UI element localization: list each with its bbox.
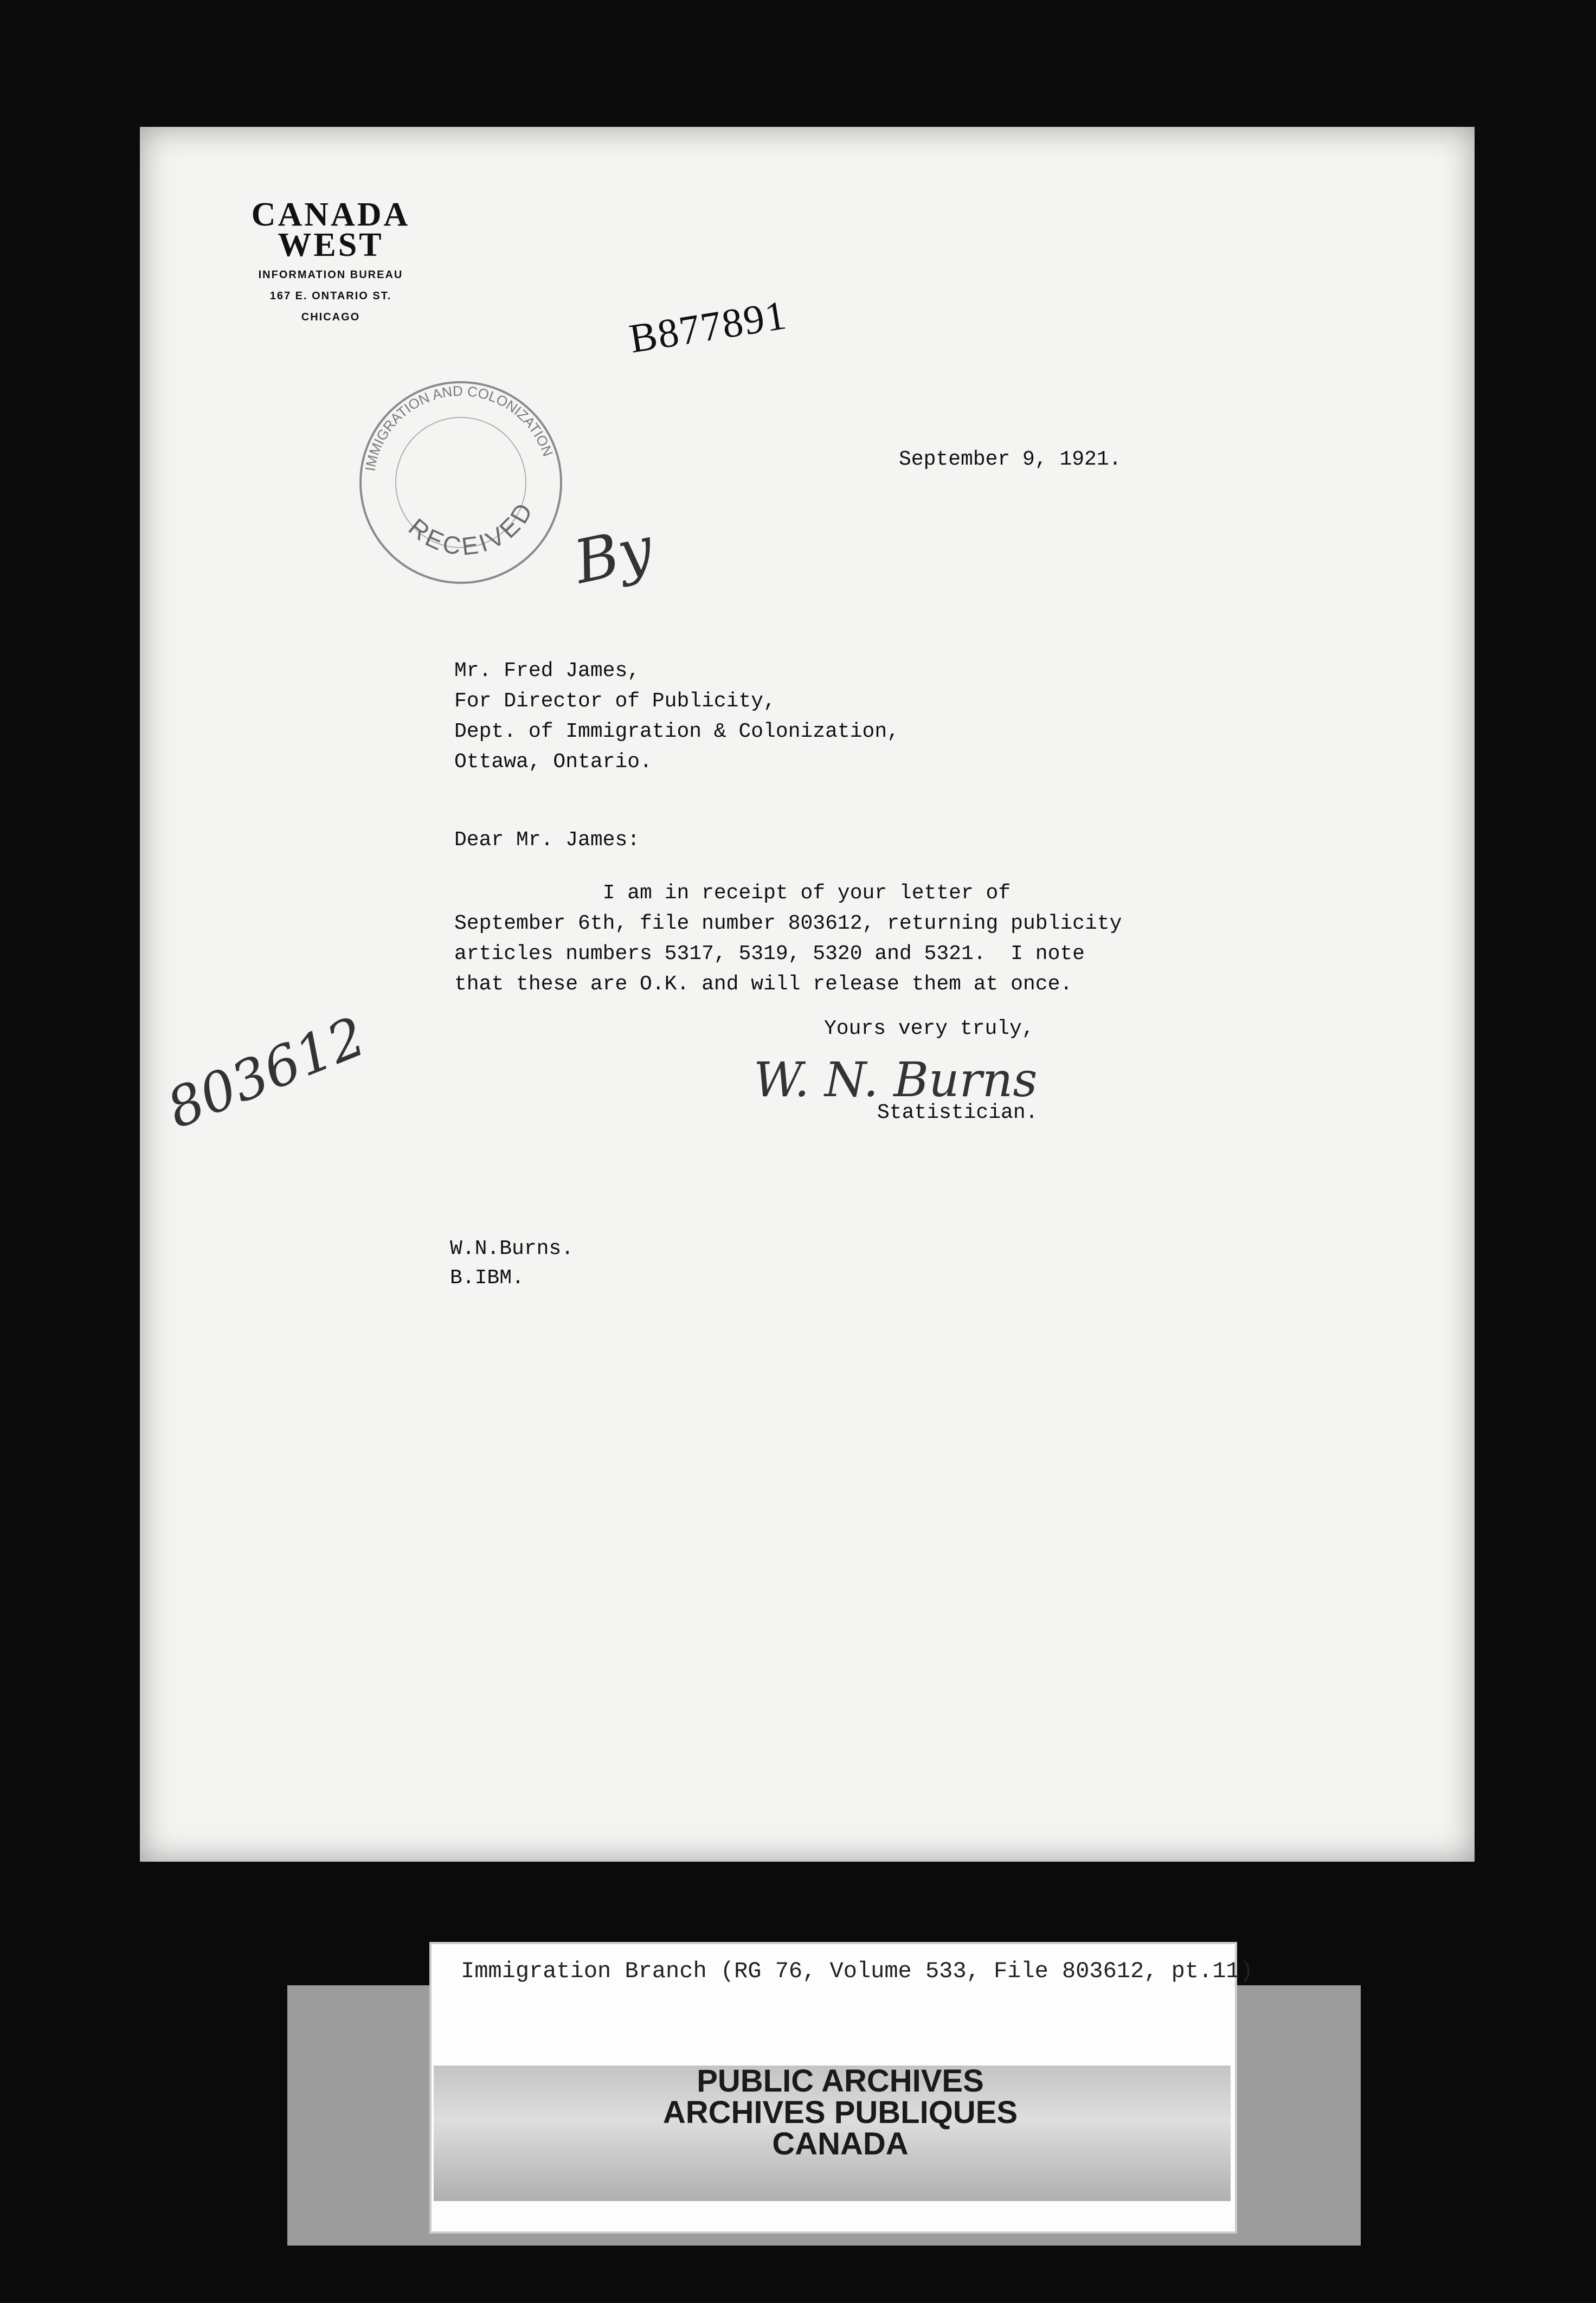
archive-stamp-line: PUBLIC ARCHIVES [697,2063,984,2099]
recipient-line: Ottawa, Ontario. [454,750,652,774]
stamp-top-text: IMMIGRATION AND COLONIZATION [362,382,556,472]
svg-text:IMMIGRATION AND COLONIZATION [362,383,556,472]
initials-line: B.IBM. [450,1266,524,1290]
handwritten-initials: By [568,513,659,597]
received-stamp [342,369,580,586]
body-line: I am in receipt of your letter of [454,882,1011,905]
salutation: Dear Mr. James: [454,828,640,852]
recipient-line: Dept. of Immigration & Colonization, [454,720,899,743]
archive-stamp-line: CANADA [772,2126,909,2162]
recipient-line: Mr. Fred James, [454,659,640,683]
bureau-address: 167 E. ONTARIO ST. [269,290,392,302]
handwritten-file-number: 803612 [158,1004,374,1141]
initials-line: W.N.Burns. [450,1237,574,1260]
logo-line-2: WEST [278,227,384,263]
letter-date: September 9, 1921. [899,448,1122,471]
bureau-city: CHICAGO [301,311,361,323]
stamp-bottom-text: RECEIVED [403,496,539,561]
recipient-line: For Director of Publicity, [454,690,776,713]
signer-title: Statistician. [877,1101,1038,1124]
bureau-name: INFORMATION BUREAU [258,269,403,281]
body-line: articles numbers 5317, 5319, 5320 and 5321. I note [454,942,1085,966]
closing: Yours very truly, [824,1017,1034,1040]
archive-stamp [542,2063,1138,2162]
logo-line-1: CANADA [251,196,410,233]
letterhead [217,196,445,324]
body-line: September 6th, file number 803612, returning publicity [454,912,1122,935]
svg-text:RECEIVED [403,496,539,561]
archive-caption: Immigration Branch (RG 76, Volume 533, File 803612, pt.11) [461,1958,1253,1984]
archive-stamp-line: ARCHIVES PUBLIQUES [662,2095,1018,2130]
signature: W. N. Burns [754,1052,1038,1108]
body-line: that these are O.K. and will release them at once. [454,973,1073,996]
registry-stamp-number: B877891 [626,292,790,362]
